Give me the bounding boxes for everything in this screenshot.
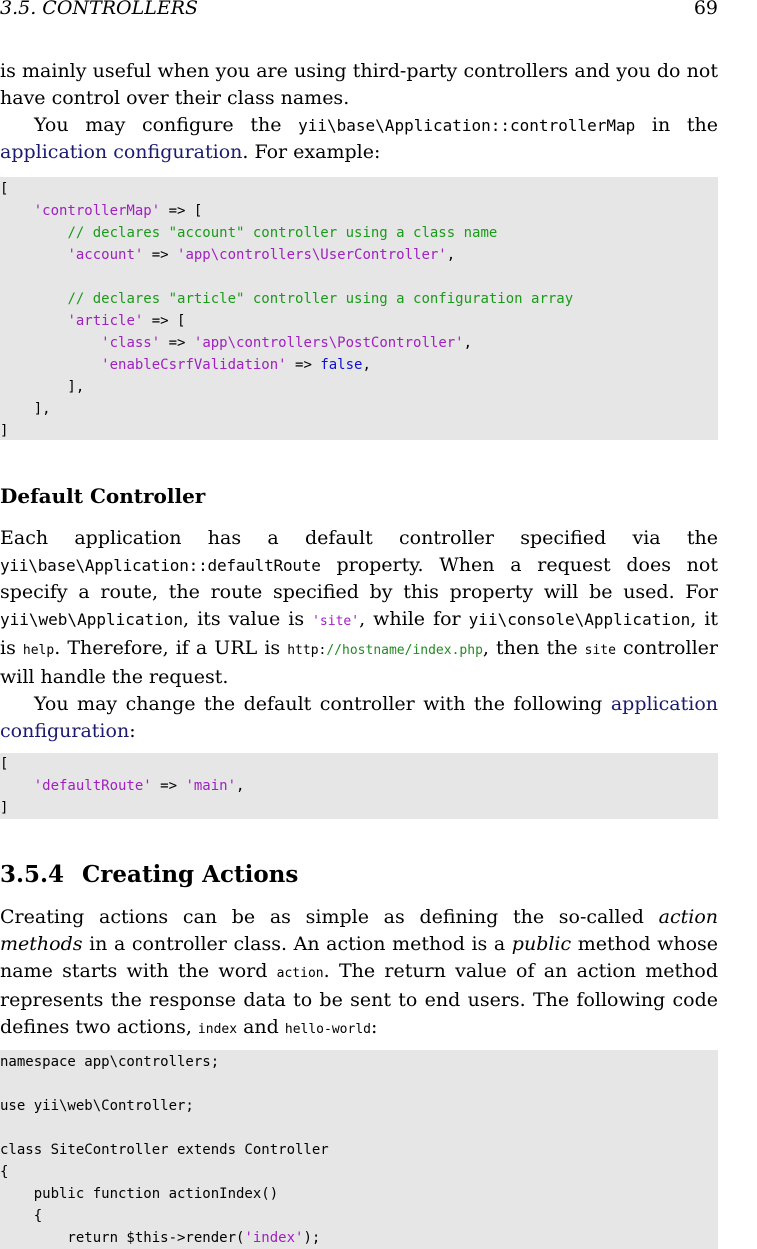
- inline-code: yii\base\Application::controllerMap: [298, 116, 636, 135]
- inline-code: hello-world: [284, 1022, 371, 1037]
- code-line: [0, 288, 718, 310]
- code-line: [0, 354, 718, 376]
- text: , while for: [359, 608, 469, 630]
- text: , its value is: [183, 608, 313, 630]
- code-line: [0, 178, 718, 200]
- code-string: 'index': [244, 1230, 304, 1246]
- code-line: [0, 1117, 718, 1139]
- code-string: 'account': [67, 247, 144, 263]
- code-line: [0, 244, 718, 266]
- code-text: => [: [143, 313, 186, 329]
- text: and: [237, 1016, 285, 1038]
- code-string: 'controllerMap': [33, 203, 161, 219]
- code-text: ]: [0, 423, 9, 439]
- code-string: 'enableCsrfValidation': [101, 357, 287, 373]
- code-text: [0, 313, 67, 329]
- intro-paragraphs: [0, 58, 718, 166]
- code-text: => [: [160, 203, 203, 219]
- inline-code: help: [22, 643, 55, 658]
- code-line: [0, 310, 718, 332]
- code-string: 'article': [67, 313, 144, 329]
- code-string: 'app\controllers\UserController': [177, 247, 447, 263]
- text: . The return value of an action method represents the response data to be sent to end users. The following code defines two actions,: [0, 960, 718, 1038]
- code-text: [0, 225, 67, 241]
- code-line: [0, 200, 718, 222]
- application-configuration-link[interactable]: application configuration: [0, 693, 718, 742]
- code-line: [0, 376, 718, 398]
- code-line: [0, 753, 718, 775]
- text: You may configure the: [34, 114, 299, 136]
- text: . Therefore, if a URL is: [54, 637, 288, 659]
- section-heading-creating-actions: [0, 861, 298, 888]
- code-line: [0, 1183, 718, 1205]
- inline-code: yii\console\Application: [468, 610, 691, 629]
- code-line: [0, 1139, 718, 1161]
- section-heading-default-controller: Default Controller: [0, 484, 206, 508]
- code-line: [0, 1095, 718, 1117]
- code-text: [0, 335, 101, 351]
- text: in the: [635, 114, 719, 136]
- inline-code: yii\web\Application: [0, 610, 184, 629]
- code-line: [0, 266, 718, 288]
- code-line: [0, 222, 718, 244]
- code-string: 'app\controllers\PostController': [193, 335, 464, 351]
- code-comment: // declares "account" controller using a class name: [67, 225, 498, 241]
- inline-code: index: [197, 1022, 238, 1037]
- code-line: [0, 420, 718, 442]
- code-line: [0, 398, 718, 420]
- inline-url: //hostname/index.php: [326, 643, 483, 658]
- code-text: ,: [362, 357, 371, 373]
- application-configuration-link[interactable]: application configuration: [0, 141, 243, 163]
- code-text: );: [303, 1230, 321, 1246]
- text: in a controller class. An action method is a: [82, 933, 512, 955]
- code-text: ,: [446, 247, 456, 263]
- inline-code: action: [276, 966, 324, 981]
- code-line: [0, 332, 718, 354]
- inline-code: yii\base\Application::defaultRoute: [0, 556, 321, 575]
- section-title: 3.5. CONTROLLERS: [0, 0, 199, 19]
- page-number: 69: [693, 0, 718, 19]
- code-text: [0, 291, 67, 307]
- running-header: [0, 0, 718, 23]
- text: . For example:: [242, 141, 381, 163]
- code-line: [0, 1227, 718, 1249]
- code-text: [: [0, 181, 9, 197]
- code-string: 'class': [101, 335, 161, 351]
- code-text: return $this->render(: [0, 1230, 245, 1246]
- code-text: class SiteController extends Controller: [0, 1142, 329, 1158]
- section-number: 3.5.4: [0, 861, 65, 888]
- default-controller-paragraphs: [0, 525, 718, 745]
- code-block-controller-map: [0, 177, 718, 440]
- text: controller will handle the request.: [0, 637, 718, 688]
- code-text: ],: [0, 401, 51, 417]
- text: Creating actions can be as simple as defining the so-called: [0, 906, 659, 928]
- change-default-paragraph: [0, 691, 718, 745]
- code-text: {: [0, 1208, 43, 1224]
- code-string: 'main': [185, 778, 237, 794]
- intro-paragraph: is mainly useful when you are using third-party controllers and you do not have control over their class names.: [0, 60, 718, 109]
- section-title: Creating Actions: [82, 861, 299, 888]
- code-line: [0, 1205, 718, 1227]
- text: property. When a request does not specify a route, the route specified by this property will be used. For: [0, 554, 718, 603]
- code-line: [0, 797, 718, 819]
- config-paragraph: [0, 112, 718, 166]
- text: :: [129, 720, 136, 742]
- code-text: ]: [0, 800, 9, 816]
- text: :: [370, 1016, 378, 1038]
- code-text: ,: [236, 778, 245, 794]
- code-keyword: false: [320, 357, 363, 373]
- code-text: [: [0, 756, 9, 772]
- code-text: [0, 778, 34, 794]
- code-line: [0, 1051, 718, 1073]
- code-comment: // declares "article" controller using a configuration array: [67, 291, 574, 307]
- code-line: [0, 775, 718, 797]
- code-text: [0, 357, 101, 373]
- text: You may change the default controller with the following: [34, 693, 611, 715]
- code-block-default-route: [0, 753, 718, 819]
- code-text: {: [0, 1164, 9, 1180]
- text: method whose name starts with the word: [0, 933, 719, 982]
- creating-actions-paragraph: [0, 904, 718, 1043]
- emphasis: action methods: [0, 906, 718, 955]
- code-text: =>: [160, 335, 194, 351]
- code-text: ,: [463, 335, 473, 351]
- creating-actions-paragraph-block: [0, 904, 718, 1043]
- code-text: =>: [143, 247, 178, 263]
- text: , it is: [0, 608, 719, 659]
- code-text: [0, 247, 67, 263]
- inline-url: http:: [287, 643, 327, 658]
- code-text: public function actionIndex(): [0, 1186, 279, 1202]
- text: , then the: [482, 637, 585, 659]
- code-text: namespace app\controllers;: [0, 1054, 220, 1070]
- emphasis: public: [511, 933, 572, 955]
- text: Each application has a default controller specified via the: [0, 527, 718, 549]
- code-string: 'defaultRoute': [33, 778, 152, 794]
- code-text: =>: [151, 778, 186, 794]
- code-text: ],: [0, 379, 85, 395]
- code-text: use yii\web\Controller;: [0, 1098, 194, 1114]
- code-line: [0, 1161, 718, 1183]
- code-block-site-controller: [0, 1050, 718, 1249]
- code-text: =>: [286, 357, 321, 373]
- inline-string: 'site': [312, 614, 360, 629]
- default-route-paragraph: [0, 525, 718, 691]
- inline-code: site: [584, 643, 616, 658]
- code-line: [0, 1073, 718, 1095]
- code-text: [0, 203, 34, 219]
